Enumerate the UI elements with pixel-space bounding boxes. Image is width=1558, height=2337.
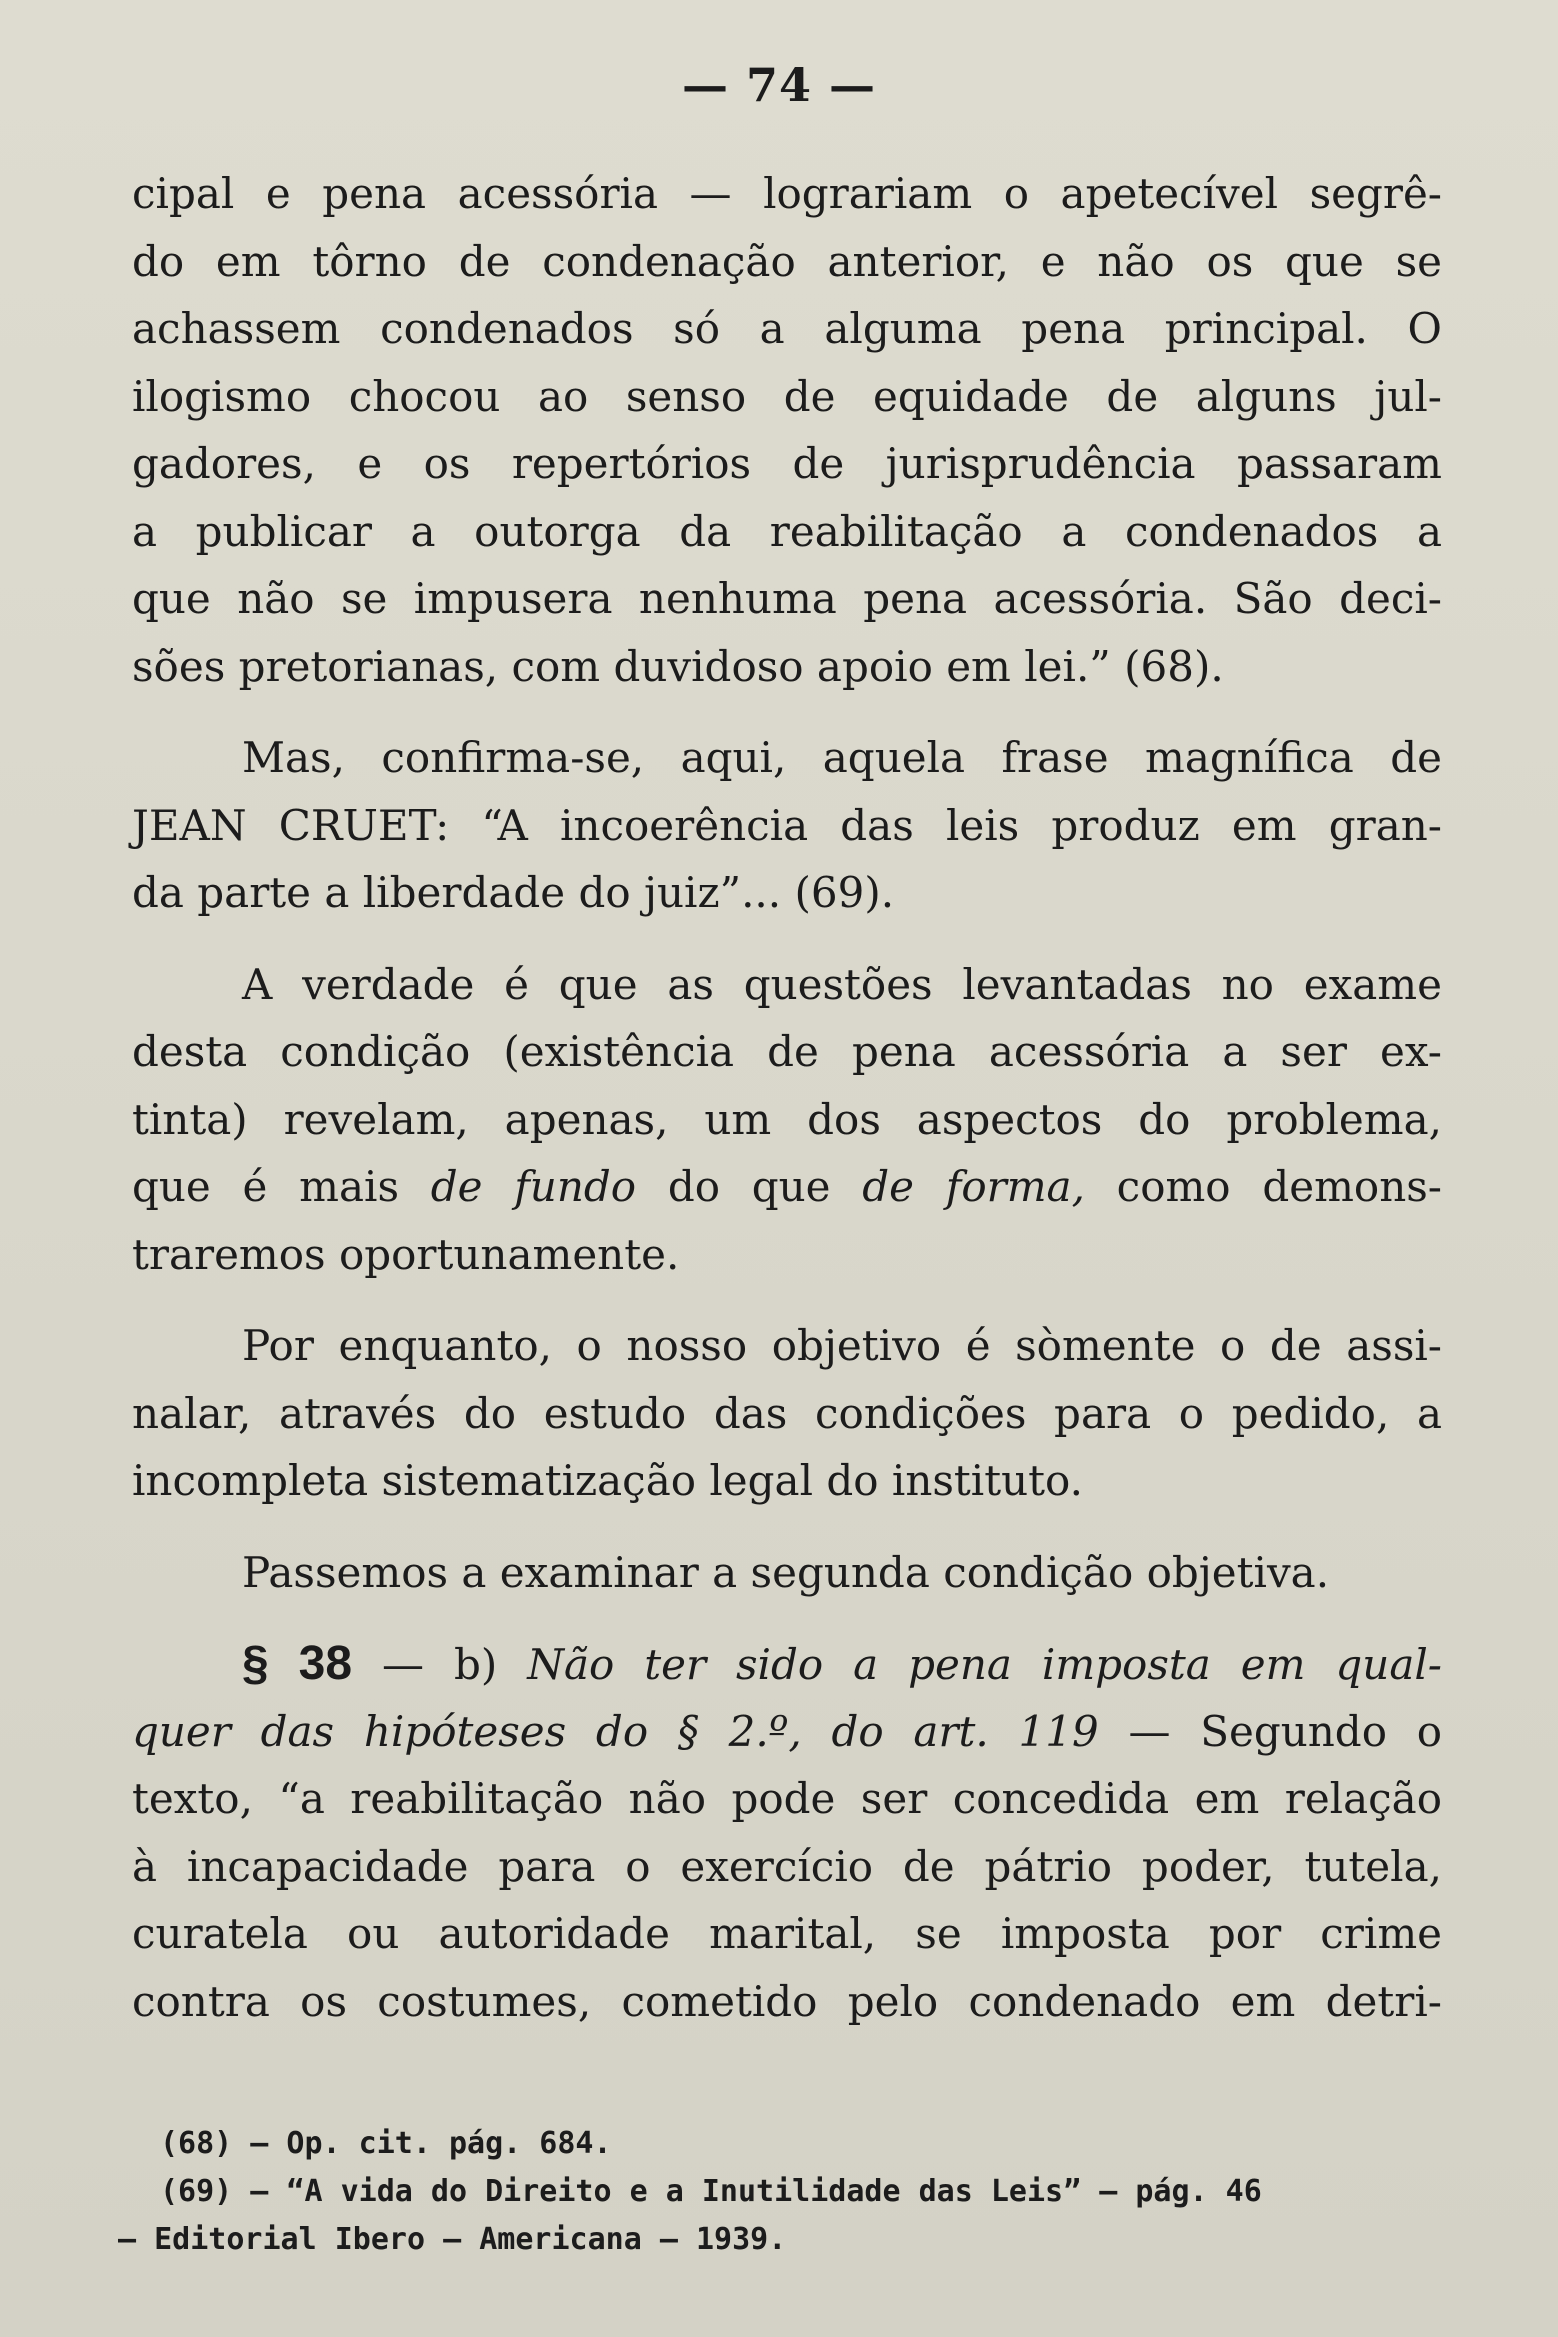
text-line: à incapacidade para o exercício de pátrio poder, tutela, — [132, 1841, 1442, 1891]
text-line: Por enquanto, o nosso objetivo é sòmente o de assi- — [242, 1321, 1442, 1370]
italic-heading: quer das hipóteses do § 2.º, do art. 119 — [132, 1706, 1099, 1756]
text-line: sões pretorianas, com duvidoso apoio em lei.” (68). — [132, 641, 1224, 691]
text-line: curatela ou autoridade marital, se imposta por crime — [132, 1909, 1442, 1958]
paragraph-2 — [132, 724, 1442, 927]
text-line: a publicar a outorga da reabilitação a condenados a — [132, 506, 1442, 556]
text-line: Passemos a examinar a segunda condição objetiva. — [242, 1547, 1330, 1597]
footnote-69: (69) — “A vida do Direito e a Inutilidade das Leis” — pág. 46 — [160, 2174, 1262, 2209]
text-line: da parte a liberdade do juiz”... (69). — [132, 868, 895, 917]
section-heading: § 38 — [242, 1637, 353, 1690]
paragraph-1 — [132, 160, 1442, 700]
paragraph-5 — [132, 1539, 1442, 1607]
italic-term: de fundo — [430, 1162, 637, 1211]
paragraph-4 — [132, 1312, 1442, 1515]
footnote-68: (68) — Op. cit. pág. 684. — [160, 2126, 612, 2161]
text-line: desta condição (existência de pena acessória a ser ex- — [132, 1027, 1442, 1076]
italic-term: de forma, — [862, 1162, 1085, 1211]
text-line: texto, “a reabilitação não pode ser concedida em relação — [132, 1774, 1442, 1823]
text-line — [132, 1153, 1442, 1221]
text-segment: que é mais — [132, 1162, 431, 1211]
italic-heading: Não ter sido a pena imposta em qual- — [527, 1640, 1442, 1689]
footnotes — [118, 2120, 1450, 2264]
text-segment: — Segundo o — [1098, 1706, 1443, 1756]
text-line: Mas, confirma-se, aqui, aquela frase magnífica de — [242, 733, 1442, 782]
text-line: nalar, através do estudo das condições para o pedido, a — [132, 1388, 1442, 1438]
body-text — [132, 160, 1442, 2035]
text-segment: do que — [636, 1162, 863, 1211]
text-line: JEAN CRUET: “A incoerência das leis produz em gran- — [132, 800, 1442, 850]
page-number: — 74 — — [681, 58, 877, 112]
text-line — [132, 1698, 1442, 1766]
text-line: tinta) revelam, apenas, um dos aspectos do problema, — [132, 1094, 1442, 1144]
text-line: gadores, e os repertórios de jurisprudência passaram — [132, 439, 1442, 488]
text-line: que não se impusera nenhuma pena acessória. São deci- — [132, 574, 1442, 623]
text-line: A verdade é que as questões levantadas no exame — [242, 959, 1442, 1009]
paragraph-3 — [132, 951, 1442, 1289]
text-segment: como demons- — [1084, 1162, 1442, 1211]
text-segment: — b) — [352, 1640, 528, 1689]
text-line: cipal e pena acessória — lograriam o apetecível segrê- — [132, 169, 1442, 218]
text-line: traremos oportunamente. — [132, 1229, 680, 1279]
footnote-69-continuation: — Editorial Ibero — Americana — 1939. — [118, 2222, 787, 2257]
text-line — [132, 1630, 1442, 1698]
text-line: do em tôrno de condenação anterior, e não os que se — [132, 236, 1442, 286]
paragraph-section-38 — [132, 1630, 1442, 2035]
text-line: ilogismo chocou ao senso de equidade de alguns jul- — [132, 371, 1442, 421]
text-line: achassem condenados só a alguma pena principal. O — [132, 304, 1442, 353]
text-line: incompleta sistematização legal do instituto. — [132, 1456, 1083, 1505]
text-line: contra os costumes, cometido pelo condenado em detri- — [132, 1976, 1442, 2026]
